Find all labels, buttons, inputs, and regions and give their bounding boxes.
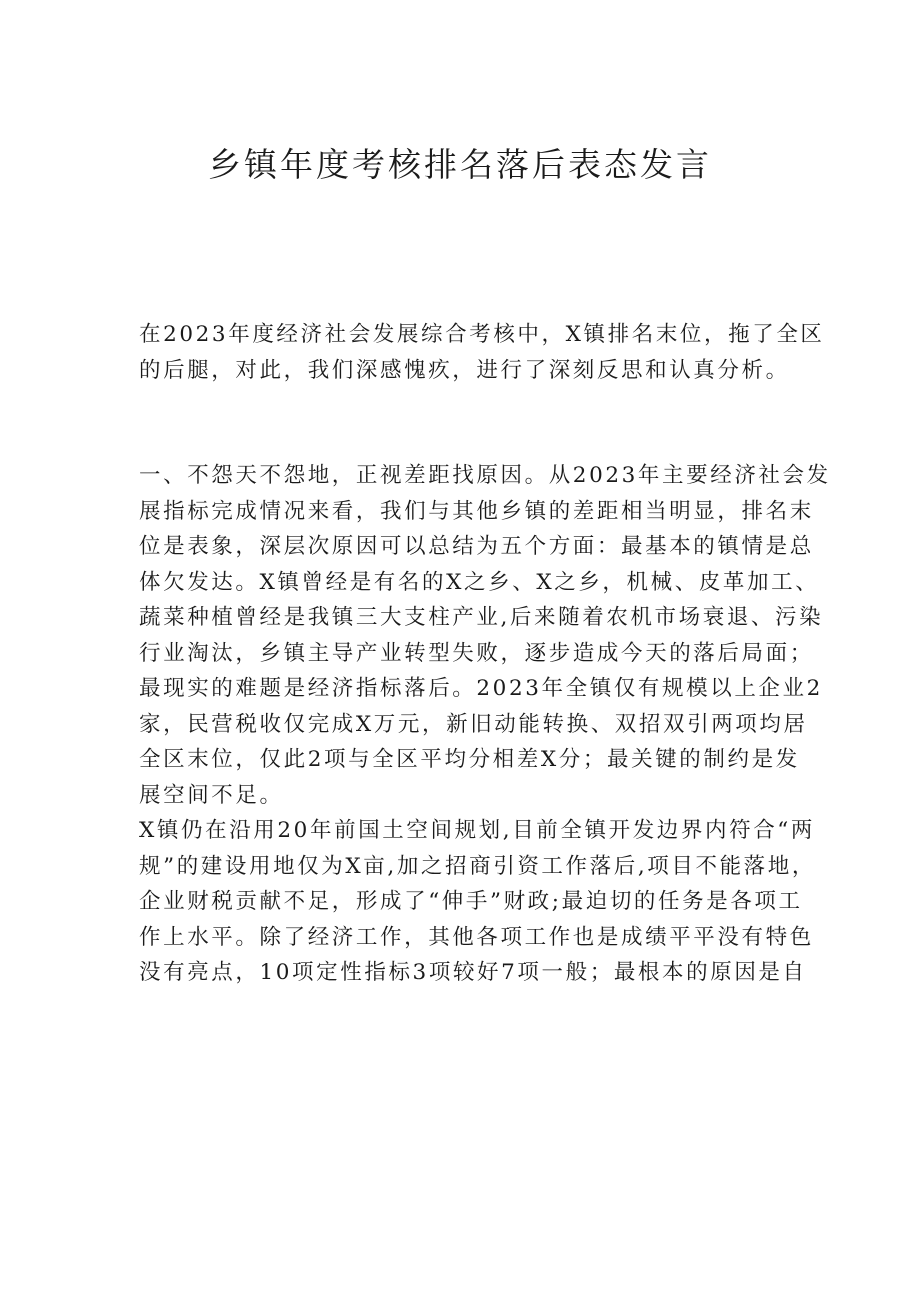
paragraph-line: 位是表象，深层次原因可以总结为五个方面：最基本的镇情是总 xyxy=(139,534,814,559)
paragraph-line: 一、不怨天不怨地，正视差距找原因。从2023年主要经济社会发 xyxy=(139,463,831,488)
paragraph-line: 在2023年度经济社会发展综合考核中，X镇排名末位，拖了全区 xyxy=(139,322,825,347)
paragraph-line: 最现实的难题是经济指标落后。2023年全镇仅有规模以上企业2 xyxy=(139,676,823,701)
paragraph-line: X镇仍在沿用20年前国土空间规划,目前全镇开发边界内符合“两 xyxy=(139,818,815,843)
paragraph-line: 的后腿，对此，我们深感愧疚，进行了深刻反思和认真分析。 xyxy=(139,357,790,383)
paragraph-line: 展指标完成情况来看，我们与其他乡镇的差距相当明显，排名末 xyxy=(139,498,814,524)
document-title: 乡镇年度考核排名落后表态发言 xyxy=(208,145,712,184)
paragraph-intro xyxy=(139,317,825,388)
paragraph-line: 作上水平。除了经济工作，其他各项工作也是成绩平平没有特色 xyxy=(139,924,814,950)
paragraph-line: 展空间不足。 xyxy=(139,782,284,808)
paragraph-line: 行业淘汰，乡镇主导产业转型失败，逐步造成今天的落后局面； xyxy=(139,640,814,666)
paragraph-line: 没有亮点，10项定性指标3项较好7项一般；最根本的原因是自 xyxy=(139,960,807,985)
paragraph-line: 企业财税贡献不足，形成了“伸手”财政;最迫切的任务是各项工 xyxy=(139,889,803,914)
paragraph-line: 全区末位，仅此2项与全区平均分相差X分；最关键的制约是发 xyxy=(139,747,800,772)
paragraph-line: 规”的建设用地仅为X亩,加之招商引资工作落后,项目不能落地， xyxy=(139,853,816,879)
paragraph-section-one xyxy=(139,458,831,991)
paragraph-line: 家，民营税收仅完成X万元，新旧动能转换、双招双引两项均居 xyxy=(139,711,808,737)
paragraph-line: 蔬菜种植曾经是我镇三大支柱产业,后来随着农机市场衰退、污染 xyxy=(139,605,824,630)
paragraph-line: 体欠发达。X镇曾经是有名的X之乡、X之乡，机械、皮革加工、 xyxy=(139,569,820,595)
